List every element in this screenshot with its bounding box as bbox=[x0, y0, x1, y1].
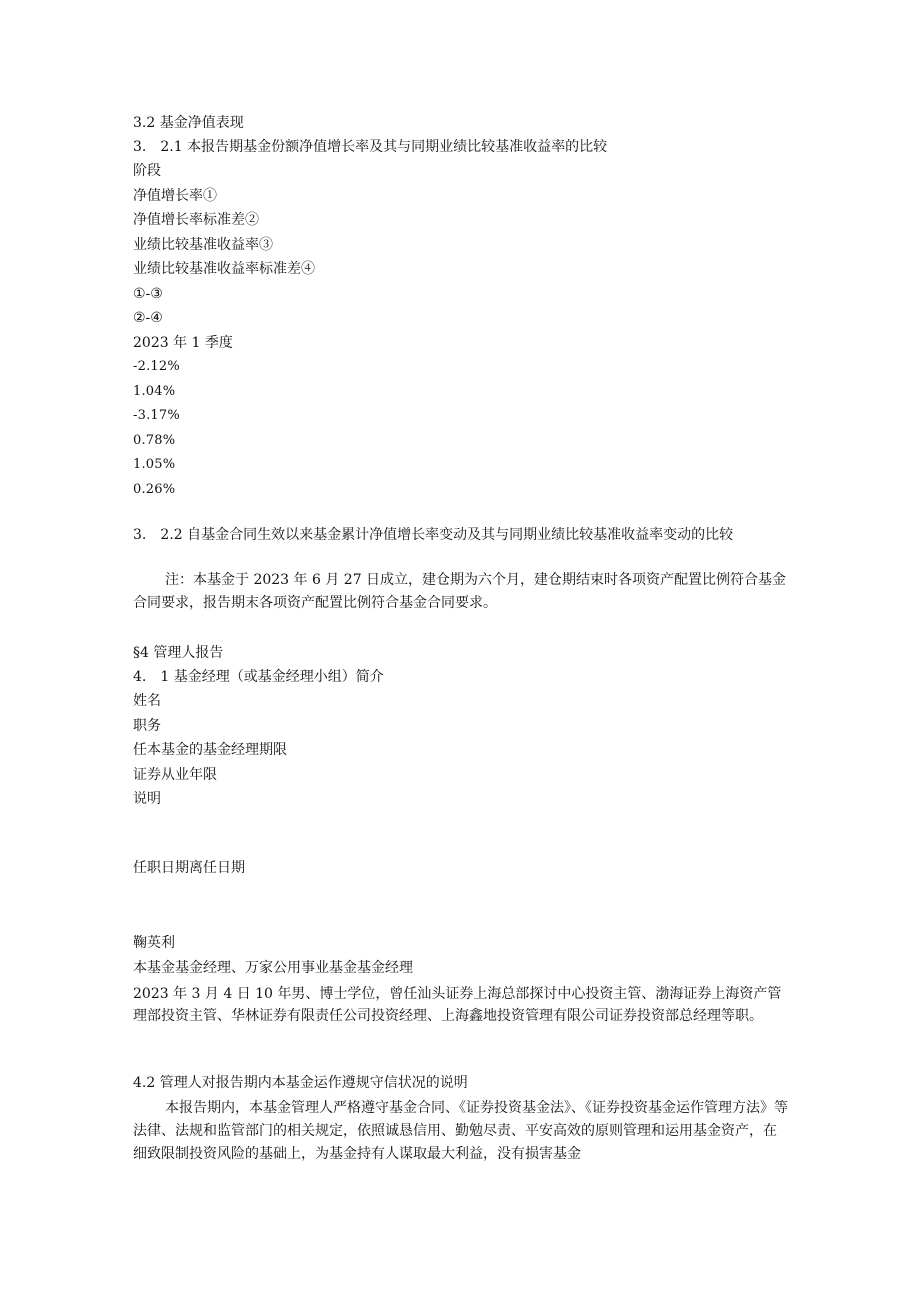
section-3-2-heading: 3.2 基金净值表现 bbox=[133, 115, 244, 131]
compliance-paragraph: 本报告期内，本基金管理人严格遵守基金合同、《证券投资基金法》、《证券投资基金运作管理方法》等法律、法规和监管部门的相关规定，依照诚恳信用、勤勉尽责、平安高效的原则管理和运用基金资产，在细致限制投资风险的基础上，为基金持有人谋取最大利益，没有损害基金 bbox=[133, 1100, 788, 1162]
establishment-note: 注：本基金于 2023 年 6 月 27 日成立，建仓期为六个月，建仓期结束时各项资产配置比例符合基金合同要求，报告期末各项资产配置比例符合基金合同要求。 bbox=[133, 572, 787, 611]
manager-table-header-name: 姓名 bbox=[133, 693, 161, 709]
section-3-2-1-heading: 3. 2.1 本报告期基金份额净值增长率及其与同期业绩比较基准收益率的比较 bbox=[133, 139, 608, 155]
table-header-benchmark-std: 业绩比较基准收益率标准差④ bbox=[133, 261, 315, 277]
manager-table-header-years: 证券从业年限 bbox=[133, 767, 217, 783]
table-cell-value: 0.78% bbox=[133, 433, 176, 448]
manager-table-header-notes: 说明 bbox=[133, 791, 161, 807]
table-cell-value: -3.17% bbox=[133, 408, 180, 423]
table-cell-value: 1.04% bbox=[133, 384, 176, 399]
table-header-diff-2-4: ②-④ bbox=[133, 310, 163, 326]
section-4-2-heading: 4.2 管理人对报告期内本基金运作遵规守信状况的说明 bbox=[133, 1075, 468, 1091]
manager-table-header-term: 任本基金的基金经理期限 bbox=[133, 742, 287, 758]
section-4-1-heading: 4. 1 基金经理（或基金经理小组）简介 bbox=[133, 669, 384, 685]
section-4-heading: §4 管理人报告 bbox=[133, 645, 224, 661]
manager-name: 鞠英利 bbox=[133, 935, 175, 951]
table-header-diff-1-3: ①-③ bbox=[133, 286, 163, 302]
manager-table-header-position: 职务 bbox=[133, 718, 161, 734]
manager-position: 本基金基金经理、万家公用事业基金基金经理 bbox=[133, 960, 413, 976]
table-header-period: 阶段 bbox=[133, 163, 161, 179]
table-cell-value: 0.26% bbox=[133, 482, 176, 497]
table-header-nav-growth: 净值增长率① bbox=[133, 188, 217, 204]
manager-details: 2023 年 3 月 4 日 10 年男、博士学位，曾任汕头证券上海总部探讨中心投资主管、渤海证券上海资产管理部投资主管、华林证券有限责任公司投资经理、上海鑫地投资管理有限公司证券投资部总经理等职。 bbox=[133, 986, 782, 1024]
table-header-benchmark-return: 业绩比较基准收益率③ bbox=[133, 237, 273, 253]
table-cell-period: 2023 年 1 季度 bbox=[133, 335, 233, 351]
table-cell-value: 1.05% bbox=[133, 457, 176, 472]
table-header-nav-growth-std: 净值增长率标准差② bbox=[133, 212, 259, 228]
section-3-2-2-heading: 3. 2.2 自基金合同生效以来基金累计净值增长率变动及其与同期业绩比较基准收益率变动的比较 bbox=[133, 527, 734, 543]
table-cell-value: -2.12% bbox=[133, 359, 180, 374]
manager-table-term-subheader: 任职日期离任日期 bbox=[133, 860, 245, 876]
